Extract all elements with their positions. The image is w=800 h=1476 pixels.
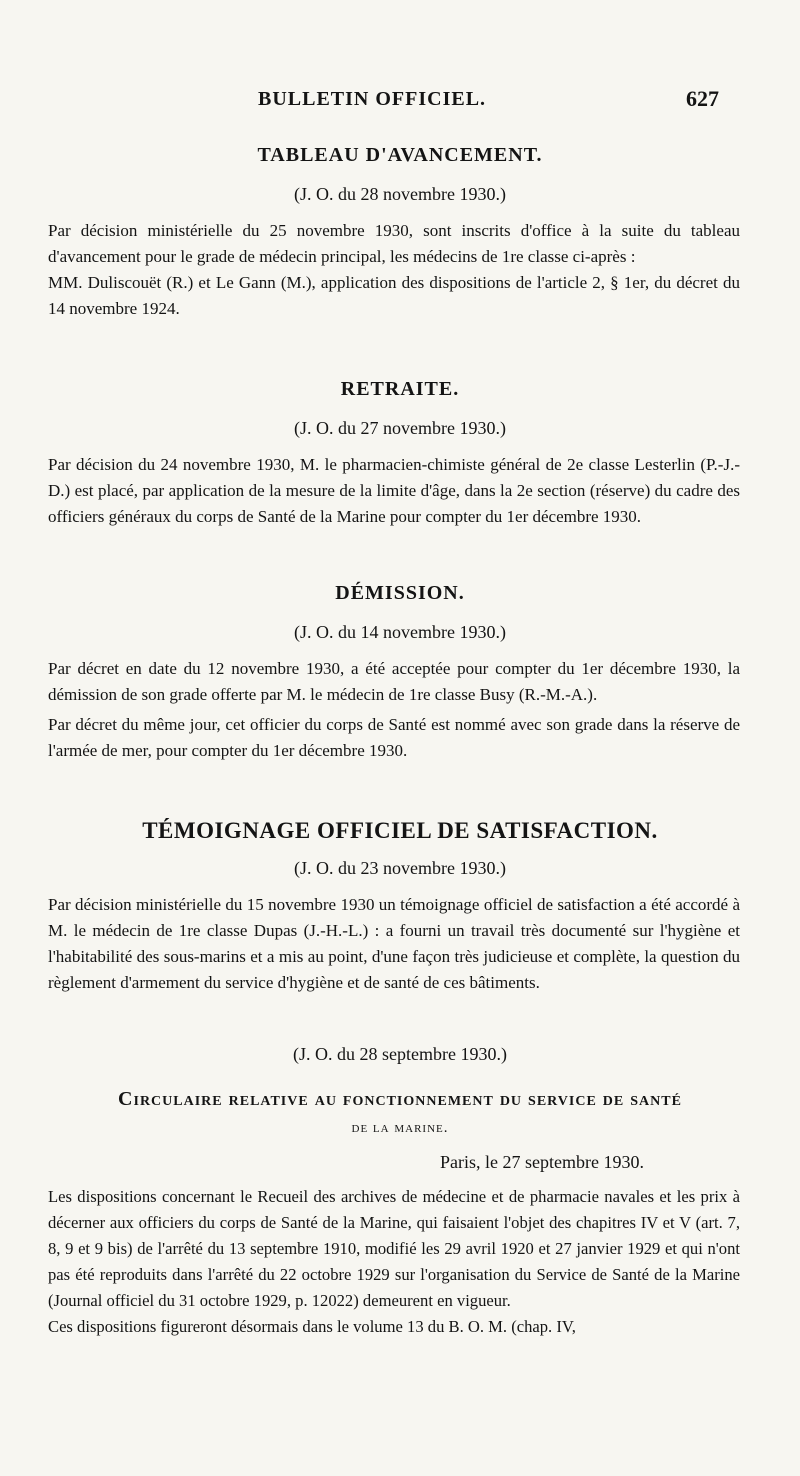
jo-reference-retraite: (J. O. du 27 novembre 1930.): [294, 418, 506, 438]
section-title-demission: DÉMISSION.: [335, 582, 465, 604]
paragraph-avancement: [48, 218, 740, 322]
paragraph-demission: [48, 656, 740, 764]
jo-reference-avancement: (J. O. du 28 novembre 1930.): [294, 184, 506, 204]
jo-reference-circulaire: (J. O. du 28 septembre 1930.): [293, 1044, 507, 1064]
circulaire-title-line2: de la marine.: [351, 1120, 449, 1136]
circulaire-text-1: Les dispositions concernant le Recueil des archives de médecine et de pharmacie navales et les prix à décerner aux officiers du corps de Santé de la Marine, qui faisaient l'objet des chapitres IV et V (art. 7, 8, 9 et 9 bis) de l'arrêté du 13 septembre 1910, modifié les 29 avril 1920 et 27 janvier 1929 et qui n'ont pas été reproduits dans l'arrêté du 22 octobre 1929 sur l'organisation du Service de Santé de la Marine (Journal officiel du 31 octobre 1929, p. 12022) demeurent en vigueur.: [48, 1187, 740, 1310]
circulaire-text-2: Ces dispositions figureront désormais dans le volume 13 du B. O. M. (chap. IV,: [48, 1317, 576, 1336]
section-title-avancement: TABLEAU D'AVANCEMENT.: [257, 144, 543, 166]
retraite-text: Par décision du 24 novembre 1930, M. le pharmacien-chimiste général de 2e classe Lesterlin (P.-J.-D.) est placé, par application de la mesure de la limite d'âge, dans la 2e section (réserve) du cadre des officiers généraux du corps de Santé de la Marine pour compter du 1er décembre 1930.: [48, 455, 740, 526]
running-header-title: BULLETIN OFFICIEL.: [258, 88, 487, 110]
page-number: 627: [686, 86, 719, 111]
section-title-retraite: RETRAITE.: [340, 378, 460, 400]
jo-reference-demission: (J. O. du 14 novembre 1930.): [294, 622, 506, 642]
paragraph-temoignage: [48, 892, 740, 996]
circulaire-title-line1: Circulaire relative au fonctionnement du service de santé: [118, 1088, 682, 1110]
section-title-temoignage: TÉMOIGNAGE OFFICIEL DE SATISFACTION.: [142, 818, 658, 843]
paragraph-retraite: [48, 452, 740, 530]
avancement-text: Par décision ministérielle du 25 novembre 1930, sont inscrits d'office à la suite du tableau d'avancement pour le grade de médecin principal, les médecins de 1re classe ci-après :: [48, 221, 740, 266]
paragraph-circulaire: [48, 1184, 740, 1340]
demission-text-1: Par décret en date du 12 novembre 1930, a été acceptée pour compter du 1er décembre 1930, la démission de son grade offerte par M. le médecin de 1re classe Busy (R.-M.-A.).: [48, 659, 740, 704]
demission-text-2: Par décret du même jour, cet officier du corps de Santé est nommé avec son grade dans la réserve de l'armée de mer, pour compter du 1er décembre 1930.: [48, 715, 740, 760]
circulaire-place-date: Paris, le 27 septembre 1930.: [440, 1152, 644, 1172]
jo-reference-temoignage: (J. O. du 23 novembre 1930.): [294, 858, 506, 878]
temoignage-text: Par décision ministérielle du 15 novembre 1930 un témoignage officiel de satisfaction a été accordé à M. le médecin de 1re classe Dupas (J.-H.-L.) : a fourni un travail très documenté sur l'hygiène et l'habitabilité des sous-marins et a mis au point, d'une façon très judicieuse et complète, la question du règlement d'armement du service d'hygiène et de santé de ces bâtiments.: [48, 895, 740, 992]
avancement-names: MM. Duliscouët (R.) et Le Gann (M.), application des dispositions de l'article 2, § 1er, du décret du 14 novembre 1924.: [48, 273, 740, 318]
